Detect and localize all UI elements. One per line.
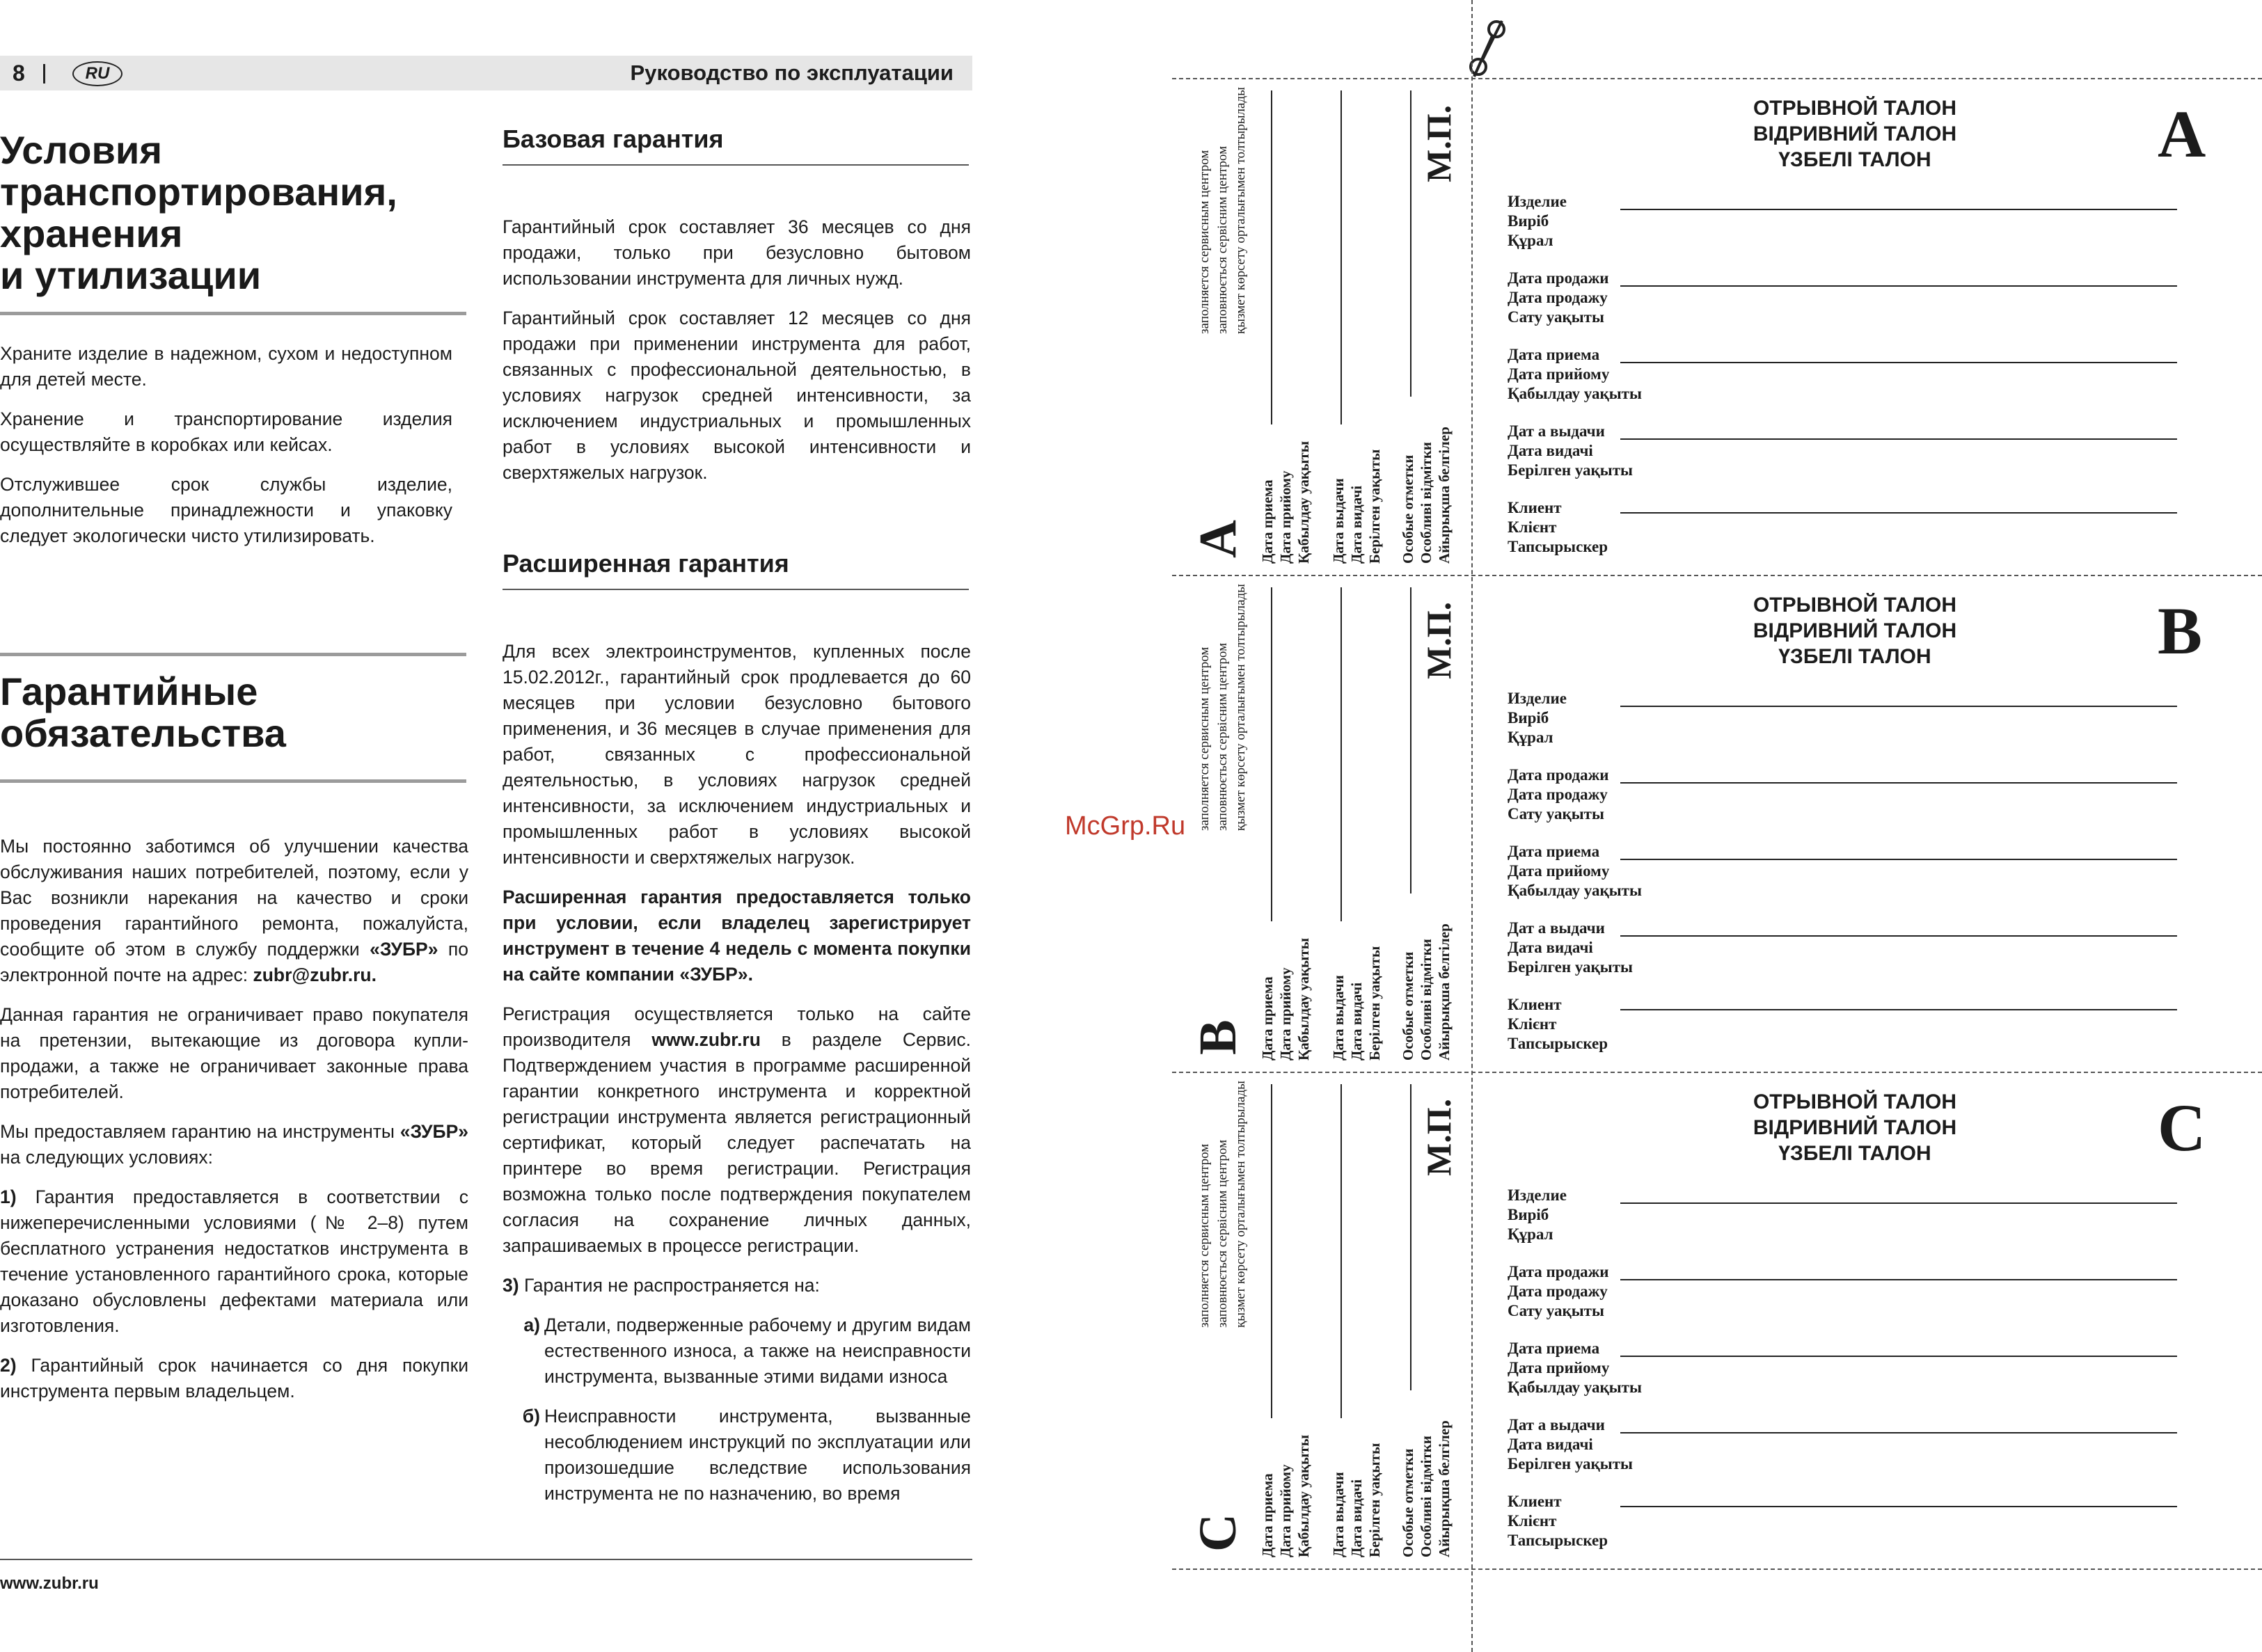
stub-line[interactable]	[1271, 587, 1272, 921]
stub-receive-date: Дата приема Дата прийому Қабылдау уақыты	[1259, 1434, 1312, 1557]
field-label-item: Изделие Виріб Құрал	[1508, 193, 1567, 249]
stub-issue-date: Дата выдачи Дата видачі Берілген уақыты	[1330, 946, 1383, 1061]
paragraph: Для всех электроинструментов, купленных после 15.02.2012г., гарантийный срок продлевается до 60 месяцев при условии безусловно бытового применения, и 36 месяцев в случае применения для работ, связанных с профессиональной деятельностью, в условиях нагрузок средней интенсивности, за исключением индустриальных и промышленных работ в условиях высокой интенсивности и сверхтяжелых нагрузок.	[503, 641, 971, 868]
paragraph: Данная гарантия не ограничивает право покупателя на претензии, вытекающие из договора купли-продажи, а также не ограничивает законные права потребителей.	[0, 1004, 468, 1102]
field-line[interactable]	[1620, 438, 2177, 440]
section-rule	[503, 589, 969, 590]
paragraph: Гарантийный срок составляет 36 месяцев со дня продажи, только при безусловно бытовом использовании инструмента для личных нужд.	[503, 216, 971, 289]
section-rule	[0, 779, 466, 783]
stamp-label: М.П.	[1419, 1098, 1458, 1176]
warranty-text	[0, 834, 468, 1404]
field-line[interactable]	[1620, 512, 2177, 514]
page-number: 8	[13, 61, 25, 86]
paragraph: Мы постоянно заботимся об улучшении качества обслуживания наших потребителей, поэтому, если у Вас возникли нарекания на качество и сроки проведения гарантийного ремонта, пожалуйста, сообщите об этом в службу поддержки «ЗУБР» по электронной почте на адрес: zubr@zubr.ru.	[0, 836, 469, 985]
stub-line[interactable]	[1271, 1084, 1272, 1418]
site-link[interactable]: www.zubr.ru	[651, 1029, 761, 1050]
field-line[interactable]	[1620, 782, 2177, 784]
field-line[interactable]	[1620, 1356, 2177, 1357]
storage-text	[0, 341, 452, 549]
field-line[interactable]	[1620, 1279, 2177, 1280]
stub-service-note: заполняется сервисным центром заповнюється сервісним центром қызмет көрсету орталығымен толтырылады	[1197, 584, 1248, 831]
field-label-sale-date: Дата продажи Дата продажу Сату уақыты	[1508, 766, 1609, 823]
stub-notes: Особые отметки Особливі відмітки Айырықша белгілер	[1400, 427, 1453, 564]
coupon-letter: B	[2158, 594, 2203, 668]
manual-title: Руководство по эксплуатации	[630, 61, 954, 85]
field-line[interactable]	[1620, 706, 2177, 707]
field-line[interactable]	[1620, 935, 2177, 937]
section-rule	[0, 312, 466, 315]
stub-line[interactable]	[1410, 587, 1411, 893]
section-title-storage: Условия транспортирования, хранения и утилизации	[0, 128, 397, 297]
extended-warranty-text	[503, 639, 971, 1507]
stub-service-note: заполняется сервисным центром заповнюється сервісним центром қызмет көрсету орталығымен толтырылады	[1197, 87, 1248, 334]
stub-letter: A	[1189, 520, 1247, 558]
field-label-receive-date: Дата приема Дата прийому Қабылдау уақыты	[1508, 843, 1642, 899]
field-label-sale-date: Дата продажи Дата продажу Сату уақыты	[1508, 1263, 1609, 1319]
field-label-item: Изделие Виріб Құрал	[1508, 690, 1567, 746]
stub-line[interactable]	[1410, 90, 1411, 397]
field-line[interactable]	[1620, 1506, 2177, 1507]
section-title-warranty: Гарантийные обязательства	[0, 669, 286, 755]
watermark: McGrp.Ru	[1065, 811, 1186, 841]
footer-url[interactable]: www.zubr.ru	[0, 1574, 99, 1593]
cut-line	[1172, 1072, 2262, 1073]
stub-line[interactable]	[1410, 1084, 1411, 1390]
stamp-label: М.П.	[1419, 104, 1458, 182]
extended-warranty-title: Расширенная гарантия	[503, 549, 789, 578]
field-line[interactable]	[1620, 362, 2177, 363]
stub-notes: Особые отметки Особливі відмітки Айырықша белгілер	[1400, 923, 1453, 1061]
stub-line[interactable]	[1340, 1084, 1342, 1418]
language-badge: RU	[72, 61, 122, 86]
paragraph: Отслужившее срок службы изделие, дополнительные принадлежности и упаковку следует экологически чисто утилизировать.	[0, 474, 452, 546]
stub-receive-date: Дата приема Дата прийому Қабылдау уақыты	[1259, 440, 1312, 564]
field-line[interactable]	[1620, 285, 2177, 287]
section-rule	[0, 653, 466, 656]
stub-issue-date: Дата выдачи Дата видачі Берілген уақыты	[1330, 1443, 1383, 1557]
field-label-client: Клиент Клієнт Тапсырыскер	[1508, 1493, 1608, 1549]
stub-line[interactable]	[1340, 587, 1342, 921]
cut-line-bottom	[1172, 1568, 2262, 1570]
section-rule	[503, 164, 969, 166]
paragraph: Храните изделие в надежном, сухом и недоступном для детей месте.	[0, 343, 452, 390]
stub-service-note: заполняется сервисным центром заповнюється сервісним центром қызмет көрсету орталығымен толтырылады	[1197, 1081, 1248, 1328]
list-item: 1) Гарантия предоставляется в соответствии с нижеперечисленными условиями (№ 2–8) путем бесплатного устранения недостатков инструмента в течение установленного гарантийного срока, которые доказано обусловлены дефектами материала или изготовления.	[0, 1186, 468, 1336]
coupon-letter: A	[2158, 97, 2206, 171]
stamp-label: М.П.	[1419, 601, 1458, 679]
paragraph: Регистрация осуществляется только на сайте производителя www.zubr.ru в разделе Сервис. Подтверждением участия в программе расширенной гарантии конкретного инструмента и корректной регистрации инструмента является регистрационный сертификат, который следует распечатать на принтере во время регистрации. Регистрация возможна только после подтверждения покупателем согласия на сохранение личных данных, запрашиваемых в процессе регистрации.	[503, 1003, 972, 1256]
field-label-issue-date: Дат а выдачи Дата видачі Берілген уақыты	[1508, 1416, 1634, 1472]
stub-line[interactable]	[1271, 90, 1272, 424]
stub-receive-date: Дата приема Дата прийому Қабылдау уақыты	[1259, 937, 1312, 1061]
stub-letter: B	[1189, 1019, 1247, 1055]
field-label-issue-date: Дат а выдачи Дата видачі Берілген уақыты	[1508, 919, 1634, 976]
coupon-title: ОТРЫВНОЙ ТАЛОН ВІДРИВНИЙ ТАЛОН ҮЗБЕЛІ ТАЛОН	[1753, 97, 1957, 171]
paragraph: Расширенная гарантия предоставляется только при условии, если владелец зарегистрирует инструмент в течение 4 недель с момента покупки на сайте компании «ЗУБР».	[503, 887, 971, 985]
field-label-receive-date: Дата приема Дата прийому Қабылдау уақыты	[1508, 346, 1642, 402]
paragraph: Гарантийный срок составляет 12 месяцев со дня продажи при применении инструмента для работ, связанных с профессиональной деятельностью, в условиях нагрузок средней интенсивности, за исключением индустриальных и промышленных работ в условиях высокой интенсивности и сверхтяжелых нагрузок.	[503, 308, 971, 483]
coupon-letter: C	[2158, 1090, 2206, 1165]
footer-rule	[0, 1559, 972, 1560]
field-line[interactable]	[1620, 1202, 2177, 1204]
stub-issue-date: Дата выдачи Дата видачі Берілген уақыты	[1330, 449, 1383, 564]
field-label-item: Изделие Виріб Құрал	[1508, 1186, 1567, 1243]
stub-notes: Особые отметки Особливі відмітки Айырықша белгілер	[1400, 1420, 1453, 1557]
field-line[interactable]	[1620, 1009, 2177, 1010]
list-item: а) Детали, подверженные рабочему и другим видам естественного износа, а также на неисправности инструмента, вызванные этими видами износа	[523, 1315, 971, 1387]
stub-letter: C	[1189, 1514, 1247, 1552]
paragraph: Хранение и транспортирование изделия осуществляйте в коробках или кейсах.	[0, 408, 452, 455]
header-divider	[43, 64, 45, 84]
field-label-client: Клиент Клієнт Тапсырыскер	[1508, 996, 1608, 1052]
field-label-sale-date: Дата продажи Дата продажу Сату уақыты	[1508, 269, 1609, 326]
support-email[interactable]: zubr@zubr.ru.	[253, 964, 377, 985]
cut-line	[1172, 575, 2262, 576]
field-label-receive-date: Дата приема Дата прийому Қабылдау уақыты	[1508, 1340, 1642, 1396]
list-item: 2) Гарантийный срок начинается со дня покупки инструмента первым владельцем.	[0, 1355, 468, 1401]
field-line[interactable]	[1620, 209, 2177, 210]
list-item: 3) Гарантия не распространяется на:	[503, 1275, 820, 1296]
coupon-title: ОТРЫВНОЙ ТАЛОН ВІДРИВНИЙ ТАЛОН ҮЗБЕЛІ ТАЛОН	[1753, 594, 1957, 668]
coupon-title: ОТРЫВНОЙ ТАЛОН ВІДРИВНИЙ ТАЛОН ҮЗБЕЛІ ТАЛОН	[1753, 1090, 1957, 1165]
cut-line-vertical	[1471, 0, 1473, 1652]
basic-warranty-text	[503, 214, 971, 486]
field-line[interactable]	[1620, 1432, 2177, 1433]
cut-line-top	[1172, 78, 2262, 79]
basic-warranty-title: Базовая гарантия	[503, 125, 724, 153]
stub-line[interactable]	[1340, 90, 1342, 424]
field-line[interactable]	[1620, 859, 2177, 860]
field-label-issue-date: Дат а выдачи Дата видачі Берілген уақыты	[1508, 422, 1634, 479]
list-item: б) Неисправности инструмента, вызванные несоблюдением инструкций по эксплуатации или произошедшие вследствие использования инструмента не по назначению, во время	[522, 1406, 971, 1504]
field-label-client: Клиент Клієнт Тапсырыскер	[1508, 499, 1608, 555]
paragraph: Мы предоставляем гарантию на инструменты «ЗУБР» на следующих условиях:	[0, 1121, 468, 1168]
